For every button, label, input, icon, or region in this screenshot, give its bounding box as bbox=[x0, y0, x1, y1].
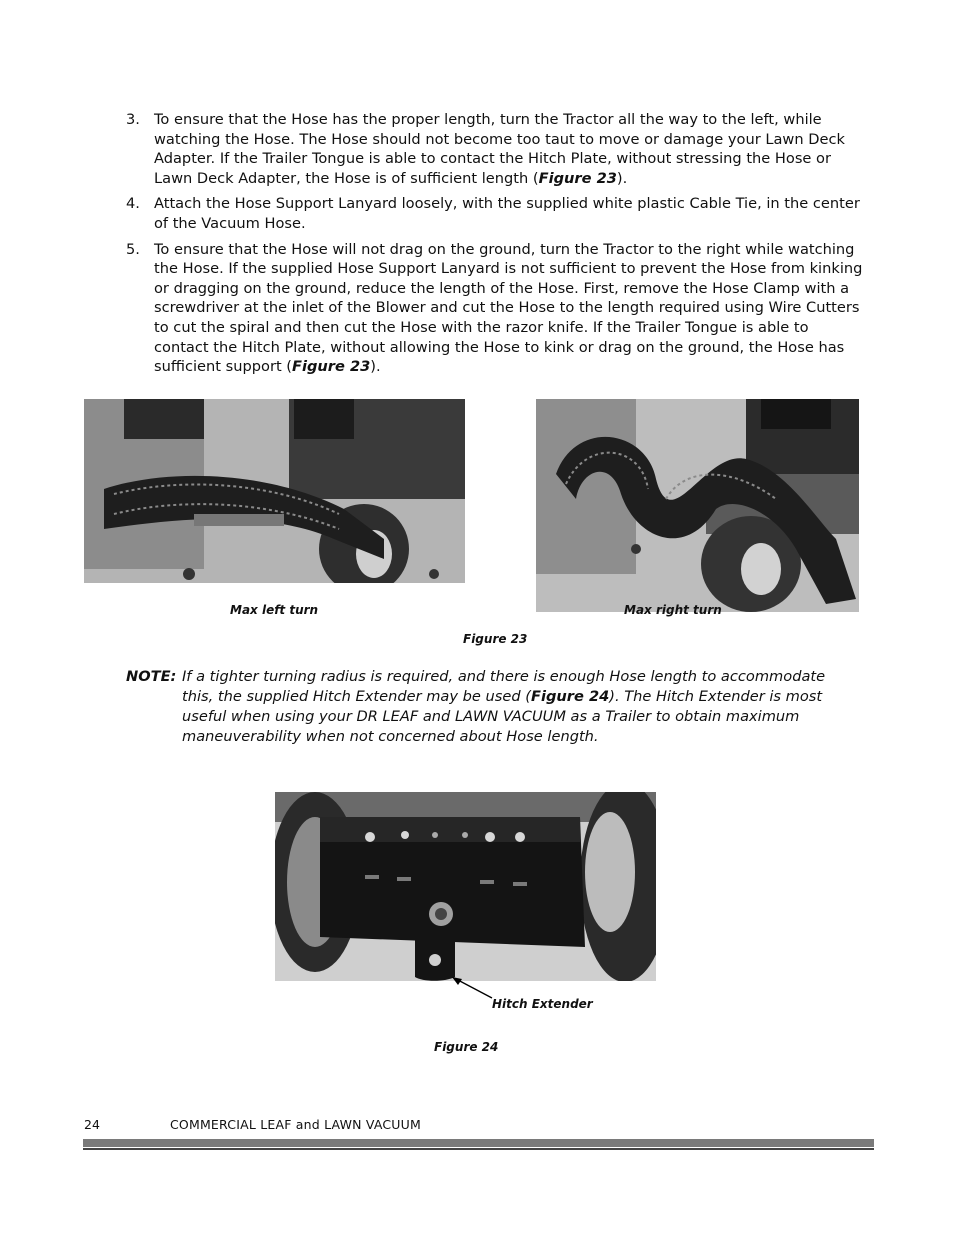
left-turn-caption: Max left turn bbox=[230, 603, 319, 617]
step-number: 4. bbox=[126, 195, 140, 213]
step-number: 3. bbox=[126, 111, 140, 128]
footer-rule-thick bbox=[83, 1139, 874, 1147]
figure-24-caption: Figure 24 bbox=[434, 1040, 499, 1054]
note-text bbox=[126, 667, 846, 747]
photo-hitch-extender-image bbox=[275, 792, 656, 981]
step-text: Attach the Hose Support Lanyard loosely, with the supplied white plastic Cable Tie, in the center of the Vacuum Hose. bbox=[154, 195, 860, 232]
photo-max-right-turn-image bbox=[536, 399, 859, 612]
step-number: 5. bbox=[126, 240, 140, 258]
photo-max-left-turn bbox=[84, 399, 465, 583]
step-text bbox=[154, 240, 866, 377]
figure-23-caption: Figure 23 bbox=[463, 632, 528, 646]
footer-rule-thin bbox=[83, 1148, 874, 1150]
footer-title: COMMERCIAL LEAF and LAWN VACUUM bbox=[170, 1117, 421, 1132]
callout-arrow bbox=[440, 972, 500, 1002]
note-text-body: If a tighter turning radius is required, and there is enough Hose length to accommodate this, the supplied Hitch Extender may be used ( bbox=[182, 668, 826, 705]
note-label: NOTE: bbox=[126, 668, 177, 685]
figure-reference: Figure 23 bbox=[538, 169, 617, 187]
note-block bbox=[126, 667, 846, 747]
step-5 bbox=[126, 240, 866, 377]
step-text bbox=[154, 110, 866, 188]
step-text-body: To ensure that the Hose will not drag on the ground, turn the Tractor to the right while watching the Hose. If the supplied Hose Support Lanyard is not sufficient to prevent the Hose from kinking or dragging on the ground, reduce the length of the Hose. First, remove the Hose Clamp with a screwdriver at the inlet of the Blower and cut the Hose to the length required using Wire Cutters to cut the spiral and then cut the Hose with the razor knife. If the Trailer Tongue is able to contact the Hitch Plate, without allowing the Hose to kink or drag on the ground, the Hose has sufficient support ( bbox=[154, 240, 863, 376]
note-text-end: ). The Hitch Extender is most useful when using your DR LEAF and LAWN VACUUM as a Trailer to obtain maximum maneuverability when not concerned about Hose length. bbox=[182, 688, 823, 745]
hitch-extender-callout: Hitch Extender bbox=[492, 997, 593, 1011]
page-number: 24 bbox=[84, 1117, 100, 1132]
instruction-steps bbox=[126, 110, 866, 383]
step-text-body: To ensure that the Hose has the proper length, turn the Tractor all the way to the left, while watching the Hose. The Hose should not become too taut to move or damage your Lawn Deck Adapter. If the Trailer Tongue is able to contact the Hitch Plate, without stressing the Hose or Lawn Deck Adapter, the Hose is of sufficient length ( bbox=[154, 111, 845, 187]
step-3 bbox=[126, 110, 866, 188]
step-text-end: ). bbox=[616, 169, 628, 187]
photo-hitch-extender bbox=[275, 792, 656, 981]
step-4 bbox=[126, 194, 866, 233]
figure-reference: Figure 23 bbox=[292, 358, 371, 376]
right-turn-caption: Max right turn bbox=[624, 603, 722, 617]
photo-max-left-turn-image bbox=[84, 399, 465, 583]
figure-reference: Figure 24 bbox=[530, 688, 610, 705]
step-text-end: ). bbox=[370, 358, 381, 376]
photo-max-right-turn bbox=[536, 399, 859, 612]
